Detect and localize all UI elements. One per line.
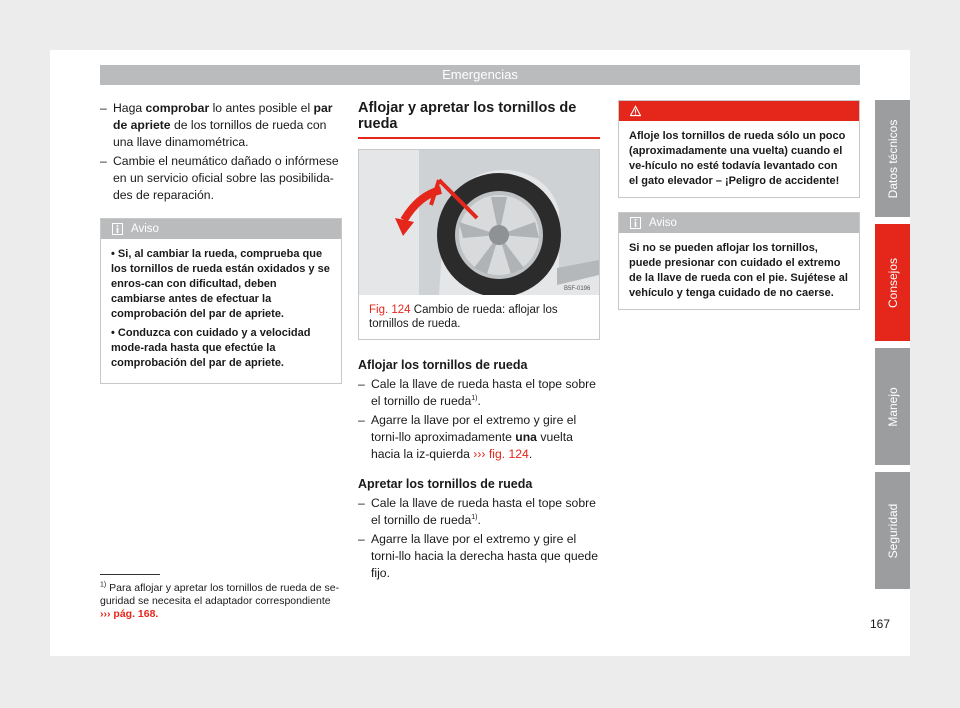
atencion-box [618, 100, 860, 198]
loosen-steps [358, 376, 600, 463]
figure-caption [359, 295, 599, 339]
page-link[interactable]: ››› pág. 168. [100, 608, 159, 620]
wheel-illustration [359, 150, 599, 295]
tab-consejos[interactable]: Consejos [875, 224, 910, 341]
list-item: – Cale la llave de rueda hasta el tope sobre el tornillo de rueda$^{1)}$. [358, 495, 600, 529]
aviso-title: Aviso [131, 223, 159, 235]
list-item: – Cambie el neumático dañado o infórmese en un servicio oficial sobre las posibilida-des de reparación. [100, 153, 342, 204]
list-item: – Agarre la llave por el extremo y gire el torni-llo aproximadamente una vuelta hacia la iz-quierda ››› fig. 124. [358, 412, 600, 463]
figure-number: Fig. 124 [369, 304, 411, 316]
atencion-title: ATENCIÓN [649, 105, 708, 117]
list-item: – Agarre la llave por el extremo y gire el torni-llo hacia la derecha hasta que quede fijo. [358, 531, 600, 582]
column-right [618, 100, 860, 310]
list-item: – Haga comprobar lo antes posible el par de apriete de los tornillos de rueda con una llave dinamométrica. [100, 100, 342, 151]
atencion-body: Afloje los tornillos de rueda sólo un poco (aproximadamente una vuelta) cuando el ve-hículo no esté todavía levantado con el gato elevador – ¡Peligro de accidente! [629, 130, 846, 187]
atencion-header [619, 101, 859, 121]
aviso-bullet: • Conduzca con cuidado y a velocidad mode-rada hasta que efectúe la comprobación del par de apriete. [111, 327, 311, 369]
figure-code: B5F-0196 [564, 286, 591, 292]
aviso-header [101, 219, 341, 239]
section-title: Aflojar y apretar los tornillos de rueda [358, 100, 600, 139]
tab-seguridad[interactable]: Seguridad [875, 472, 910, 589]
info-icon [112, 223, 123, 235]
info-icon [630, 217, 641, 229]
aviso-box-right [618, 212, 860, 310]
tab-manejo[interactable]: Manejo [875, 348, 910, 465]
aviso-body [101, 239, 341, 383]
aviso-body-right: Si no se pueden aflojar los tornillos, puede presionar con cuidado el extremo de la llave de rueda con el pie. Sujétese al vehículo y tenga cuidado de no caerse. [629, 242, 848, 299]
subheading-loosen: Aflojar los tornillos de rueda [358, 358, 528, 372]
tighten-steps [358, 495, 600, 582]
aviso-bullet: • Si, al cambiar la rueda, comprueba que los tornillos de rueda están oxidados y se enros-can con dificultad, deben cambiarse antes de efectuar la comprobación del par de apriete. [111, 248, 330, 320]
column-left [100, 100, 342, 384]
footnote: $^{1)}$ Para aflojar y apretar los tornillos de rueda de se-guridad se necesita el adaptador correspondiente ››› pág. 168. [100, 581, 340, 620]
steps-list [100, 100, 342, 204]
page-number: 167 [870, 617, 891, 631]
wheel-change-illustration [359, 150, 599, 295]
figure [358, 149, 600, 340]
footnote-rule [100, 574, 160, 575]
figure-caption-text: Cambio de rueda: aflojar los tornillos de rueda. [369, 304, 558, 330]
aviso-title-right: Aviso [649, 217, 677, 229]
aviso-header-right [619, 213, 859, 233]
section-header: Emergencias [100, 65, 860, 85]
tab-datos-tecnicos[interactable]: Datos técnicos [875, 100, 910, 217]
list-item: – Cale la llave de rueda hasta el tope sobre el tornillo de rueda$^{1)}$. [358, 376, 600, 410]
figure-link[interactable]: ››› fig. 124 [473, 447, 529, 461]
subheading-tighten: Apretar los tornillos de rueda [358, 477, 533, 491]
aviso-box [100, 218, 342, 384]
warning-icon [630, 105, 641, 117]
column-middle [358, 100, 600, 584]
